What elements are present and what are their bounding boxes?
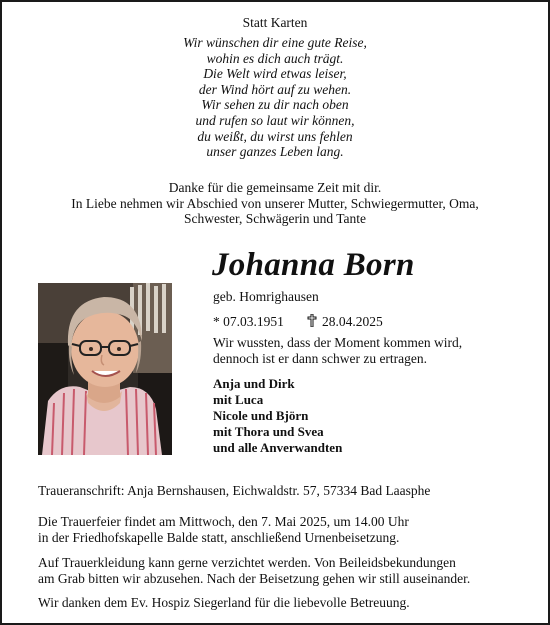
poem-line: Wir sehen zu dir nach oben [201, 97, 349, 113]
poem-line: Wir wünschen dir eine gute Reise, [183, 35, 367, 50]
clothing-note [38, 555, 470, 586]
header-title: Statt Karten [242, 15, 308, 30]
deceased-name: Johanna Born [212, 247, 415, 283]
ceremony-info [38, 514, 409, 545]
quote-line: Wir wussten, dass der Moment kommen wird, [213, 335, 463, 350]
mourning-address: Traueranschrift: Anja Bernshausen, Eichwaldstr. 57, 57334 Bad Laasphe [38, 483, 431, 498]
death-date: 28.04.2025 [322, 314, 383, 329]
quote-line: dennoch ist er dann schwer zu ertragen. [213, 350, 428, 366]
poem-line: wohin es dich auch trägt. [206, 50, 344, 66]
poem-line: der Wind hört auf zu wehen. [198, 81, 352, 97]
poem [2, 35, 548, 160]
thanks-line: In Liebe nehmen wir Abschied von unserer Mutter, Schwiegermutter, Oma, [71, 195, 479, 211]
closing-thanks: Wir danken dem Ev. Hospiz Siegerland für die liebevolle Betreuung. [38, 595, 410, 610]
poem-line: und rufen so laut wir können, [195, 112, 355, 128]
thanks-block [2, 180, 548, 227]
family-line: und alle Anverwandten [213, 439, 343, 455]
clothing-line: am Grab bitten wir abzusehen. Nach der Beisetzung gehen wir still auseinander. [38, 570, 471, 586]
family-line: Anja und Dirk [213, 376, 295, 391]
birth-date: * 07.03.1951 [213, 314, 284, 329]
ceremony-line: Die Trauerfeier findet am Mittwoch, den 7. Mai 2025, um 14.00 Uhr [38, 514, 409, 529]
family-line: Nicole und Björn [213, 407, 309, 423]
poem-line: Die Welt wird etwas leiser, [203, 66, 347, 82]
cross-icon [307, 314, 317, 331]
life-dates [213, 314, 383, 331]
portrait-illustration [38, 283, 172, 455]
poem-line: unser ganzes Leben lang. [206, 144, 344, 160]
maiden-name: geb. Homrighausen [213, 289, 319, 304]
thanks-line: Schwester, Schwägerin und Tante [184, 211, 366, 227]
ceremony-line: in der Friedhofskapelle Balde statt, anschließend Urnenbeisetzung. [38, 529, 400, 545]
family-line: mit Thora und Svea [213, 423, 324, 439]
family-line: mit Luca [213, 391, 264, 407]
portrait-photo [38, 283, 172, 455]
poem-line: du weißt, du wirst uns fehlen [197, 128, 353, 144]
quote-block [213, 335, 462, 366]
family-list [213, 376, 342, 456]
clothing-line: Auf Trauerkleidung kann gerne verzichtet werden. Von Beileidsbekundungen [38, 555, 456, 570]
thanks-line: Danke für die gemeinsame Zeit mit dir. [168, 180, 382, 195]
